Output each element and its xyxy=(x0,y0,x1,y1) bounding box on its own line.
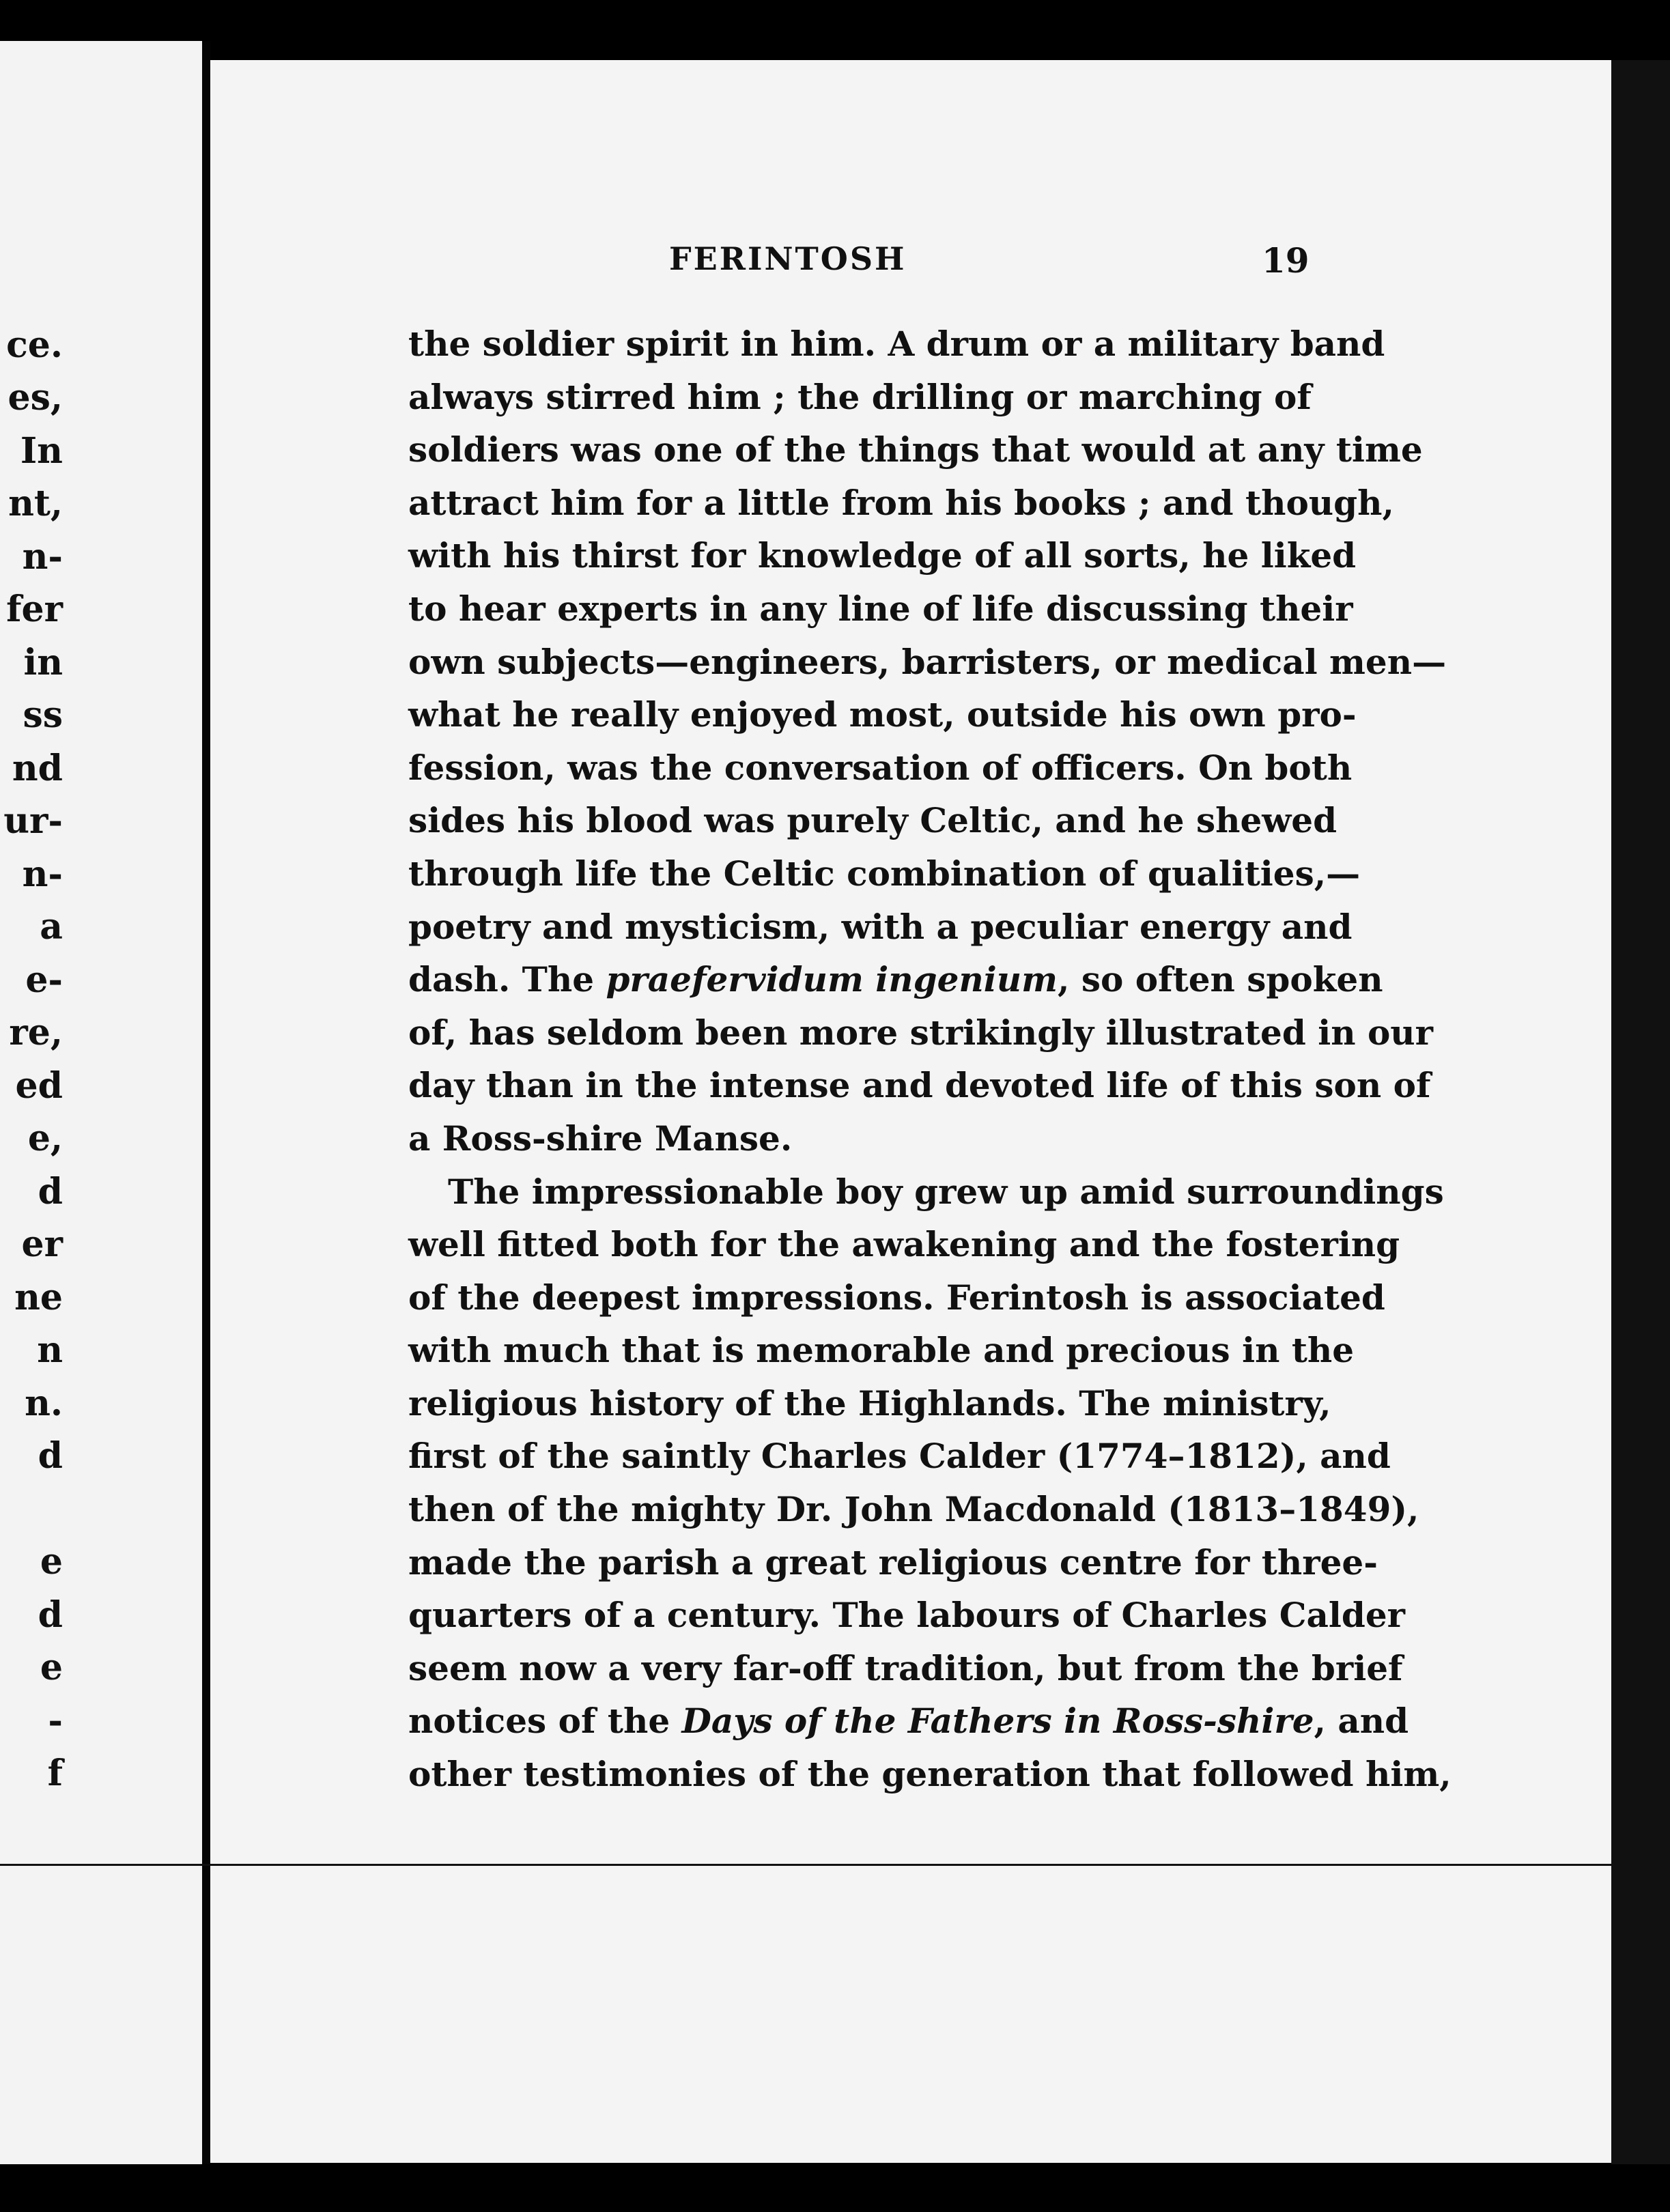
text-line: attract him for a little from his books ; and though, xyxy=(408,482,1394,523)
paragraph-1 xyxy=(408,317,1447,1165)
left-fragment: e xyxy=(40,1647,63,1688)
text-line: own subjects—engineers, barristers, or medical men— xyxy=(408,641,1447,682)
left-fragment: ne xyxy=(14,1277,63,1318)
text-line: of, has seldom been more strikingly illustrated in our xyxy=(408,1012,1434,1053)
left-fragment: f xyxy=(47,1753,63,1794)
text-line: with his thirst for knowledge of all sorts, he liked xyxy=(408,535,1357,576)
left-fragment: ur- xyxy=(3,800,63,842)
text-line: of the deepest impressions. Ferintosh is associated xyxy=(408,1277,1385,1318)
text-line: poetry and mysticism, with a peculiar energy and xyxy=(408,906,1353,947)
text-line: day than in the intense and devoted life of this son of xyxy=(408,1065,1431,1106)
text-line: to hear experts in any line of life discussing their xyxy=(408,588,1353,629)
text-line: the soldier spirit in him. A drum or a military band xyxy=(408,324,1385,364)
left-fragment: a xyxy=(40,906,63,948)
text-line: with much that is memorable and precious in the xyxy=(408,1330,1355,1371)
text-run: dash. The xyxy=(408,959,606,1000)
scan-top-border xyxy=(0,0,1670,58)
left-fragment: re, xyxy=(9,1012,63,1053)
text-run: notices of the xyxy=(408,1701,682,1742)
left-fragment: d xyxy=(38,1594,63,1636)
left-fragment: e xyxy=(40,1541,63,1583)
left-fragment: fer xyxy=(6,589,63,630)
left-fragment: in xyxy=(23,642,63,683)
left-fragment: In xyxy=(20,430,63,472)
left-fragment: n- xyxy=(22,853,63,895)
text-run: , and xyxy=(1314,1701,1409,1742)
left-fragment: n- xyxy=(22,536,63,578)
left-fragment: e, xyxy=(27,1118,63,1159)
text-line: always stirred him ; the drilling or marching of xyxy=(408,376,1312,417)
text-line: well fitted both for the awakening and the fostering xyxy=(408,1224,1400,1265)
text-line: quarters of a century. The labours of Charles Calder xyxy=(408,1595,1406,1636)
left-fragment: n xyxy=(37,1329,63,1371)
text-line: a Ross-shire Manse. xyxy=(408,1118,793,1159)
left-fragment: nt, xyxy=(8,483,63,524)
text-line: first of the saintly Charles Calder (1774–1812), and xyxy=(408,1436,1391,1477)
left-fragment: e- xyxy=(25,959,63,1001)
text-line: soldiers was one of the things that would at any time xyxy=(408,429,1423,470)
body-text xyxy=(408,317,1452,1801)
italic-phrase: Days of the Fathers in Ross-shire xyxy=(681,1701,1314,1742)
running-head: FERINTOSH xyxy=(669,240,907,277)
text-line: seem now a very far-off tradition, but from the brief xyxy=(408,1647,1403,1688)
scan-bottom-border xyxy=(0,2164,1670,2212)
text-line: fession, was the conversation of officers. On both xyxy=(408,747,1353,788)
text-line: The impressionable boy grew up amid surroundings xyxy=(448,1171,1444,1212)
left-fragment: d xyxy=(38,1435,63,1477)
left-fragment: ss xyxy=(23,694,63,736)
text-line: other testimonies of the generation that followed him, xyxy=(408,1754,1452,1795)
left-fragment: es, xyxy=(8,377,63,419)
text-run: , so often spoken xyxy=(1058,959,1383,1000)
text-line: through life the Celtic combination of qualities,— xyxy=(408,853,1361,894)
left-fragment: d xyxy=(38,1171,63,1213)
left-fragment: ce. xyxy=(6,324,63,366)
left-fragment: nd xyxy=(12,748,63,789)
left-page-fragment xyxy=(0,41,202,2166)
text-line: sides his blood was purely Celtic, and he shewed xyxy=(408,800,1338,841)
text-line xyxy=(408,1695,1409,1748)
page-edge-shadow xyxy=(1611,60,1670,2164)
text-line xyxy=(408,953,1383,1006)
left-fragment: er xyxy=(21,1223,63,1265)
text-line: what he really enjoyed most, outside his own pro- xyxy=(408,694,1357,735)
text-line: religious history of the Highlands. The ministry, xyxy=(408,1382,1331,1423)
text-line: then of the mighty Dr. John Macdonald (1813–1849), xyxy=(408,1489,1419,1530)
left-fragment: ed xyxy=(15,1065,63,1107)
page-gutter xyxy=(202,41,210,2166)
page-number: 19 xyxy=(1262,240,1310,281)
scan-crop-rule xyxy=(0,1864,1670,1866)
text-line: made the parish a great religious centre for three- xyxy=(408,1542,1378,1583)
paragraph-2 xyxy=(408,1165,1452,1801)
italic-phrase: praefervidum ingenium xyxy=(606,959,1058,1000)
left-fragment: n. xyxy=(25,1382,63,1424)
left-fragment: - xyxy=(48,1700,63,1742)
